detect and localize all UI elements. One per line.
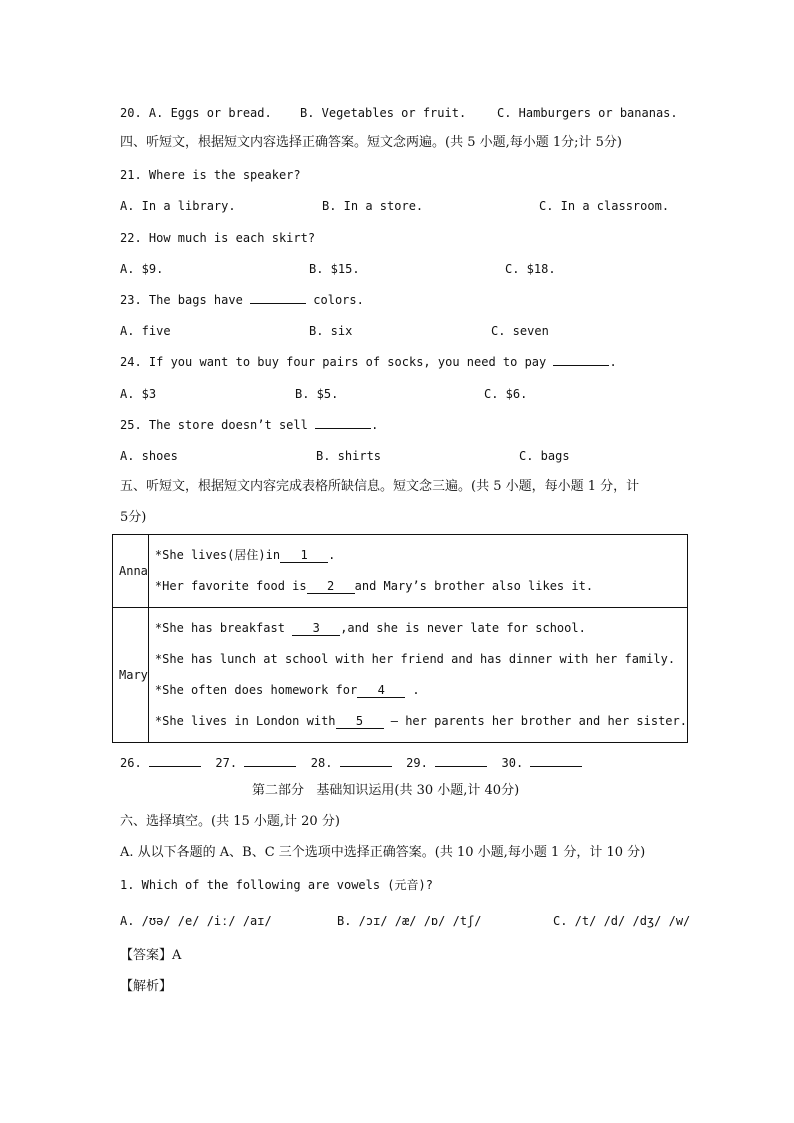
q20-option-c: C. Hamburgers or bananas. <box>497 106 678 120</box>
blank-4: 4 <box>357 683 405 698</box>
q20-option-a: 20. A. Eggs or bread. <box>120 106 272 120</box>
anna-line-1 <box>149 540 687 571</box>
mary-line-3-text: *She often does homework for <box>154 683 358 697</box>
q24-stem-pre: 24. If you want to buy four pairs of socks, you need to pay <box>120 355 554 369</box>
q21-option-c: C. In a classroom. <box>539 199 670 213</box>
mary-line-2: *She has lunch at school with her friend and has dinner with her family. <box>154 652 676 666</box>
q23-stem-pre: 23. The bags have <box>120 293 251 307</box>
answer-label: 【答案】A <box>120 948 182 963</box>
q20-option-b: B. Vegetables or fruit. <box>300 106 467 120</box>
content-cell-anna <box>148 535 687 608</box>
q25-option-c: C. bags <box>519 449 570 463</box>
q1-option-b: B. /ɔɪ/ /æ/ /ɒ/ /tʃ/ <box>337 914 482 928</box>
label-29: 29. <box>406 756 428 770</box>
answer-blank-30[interactable] <box>530 752 582 767</box>
q22-option-c: C. $18. <box>505 262 556 276</box>
answer-blank-26[interactable] <box>149 752 201 767</box>
q25-stem <box>120 417 378 433</box>
table-row-mary <box>113 608 688 743</box>
mary-line-4-end: — her parents her brother and her sister. <box>383 714 687 728</box>
q25-stem-post: . <box>371 418 379 432</box>
mary-line-1 <box>149 613 687 644</box>
q23-option-c: C. seven <box>491 324 549 338</box>
q23-blank <box>250 303 306 304</box>
answer-blank-28[interactable] <box>340 752 392 767</box>
q1-option-a: A. /ʊə/ /e/ /iː/ /aɪ/ <box>120 914 272 928</box>
section4-heading: 四、听短文，根据短文内容选择正确答案。短文念两遍。(共 5 小题,每小题 1分;计 5分) <box>120 135 622 150</box>
anna-line-1-end: . <box>328 548 336 562</box>
q24-blank <box>553 365 609 366</box>
q25-stem-pre: 25. The store doesn’t sell <box>120 418 316 432</box>
section5-heading-line2: 5分) <box>120 510 147 525</box>
name-cell-mary: Mary <box>113 608 149 743</box>
answer-blank-27[interactable] <box>244 752 296 767</box>
q23-stem-post: colors. <box>306 293 364 307</box>
label-26: 26. <box>120 756 142 770</box>
label-28: 28. <box>310 756 333 770</box>
q24-option-c: C. $6. <box>484 387 528 401</box>
q25-option-b: B. shirts <box>316 449 382 463</box>
mary-line-4-text: *She lives in London with <box>154 714 336 728</box>
part2-heading: 第二部分 基础知识运用(共 30 小题,计 40分) <box>252 783 520 798</box>
mary-line-1-end: ,and she is never late for school. <box>340 621 586 635</box>
label-27: 27. <box>215 756 238 770</box>
anna-line-2-text: *Her favorite food is <box>154 579 307 593</box>
mary-line-3 <box>149 675 687 706</box>
blank-1: 1 <box>280 548 328 563</box>
q21-stem: 21. Where is the speaker? <box>120 168 301 182</box>
q21-option-b: B. In a store. <box>322 199 424 213</box>
analysis-label: 【解析】 <box>120 979 173 994</box>
answer-blank-29[interactable] <box>435 752 487 767</box>
section6-sub-a: A. 从以下各题的 A、B、C 三个选项中选择正确答案。(共 10 小题,每小题 1 分，计 10 分) <box>120 845 646 860</box>
mary-line-4 <box>149 706 687 737</box>
q24-option-b: B. $5. <box>295 387 339 401</box>
q22-option-b: B. $15. <box>309 262 360 276</box>
q25-blank <box>315 428 371 429</box>
q24-stem <box>120 354 617 370</box>
blank-2: 2 <box>307 579 355 594</box>
label-30: 30. <box>501 756 524 770</box>
info-table <box>112 534 688 743</box>
q1-stem: 1. Which of the following are vowels (元音)? <box>120 878 433 892</box>
anna-line-2-end: and Mary’s brother also likes it. <box>354 579 594 593</box>
q21-option-a: A. In a library. <box>120 199 236 213</box>
q24-stem-post: . <box>609 355 617 369</box>
blank-3: 3 <box>292 621 340 636</box>
q23-stem <box>120 292 364 308</box>
mary-line-3-end: . <box>405 683 420 697</box>
anna-line-2 <box>149 571 687 602</box>
blank-5: 5 <box>336 714 384 729</box>
q22-stem: 22. How much is each skirt? <box>120 231 316 245</box>
content-cell-mary <box>148 608 687 743</box>
section6-heading: 六、选择填空。(共 15 小题,计 20 分) <box>120 814 340 829</box>
q25-option-a: A. shoes <box>120 449 178 463</box>
q22-option-a: A. $9. <box>120 262 164 276</box>
section5-heading-line1: 五、听短文，根据短文内容完成表格所缺信息。短文念三遍。(共 5 小题，每小题 1 分，计 <box>120 479 640 494</box>
answer-blanks-26-30 <box>120 752 582 771</box>
q1-option-c: C. /t/ /d/ /dʒ/ /w/ <box>553 914 691 928</box>
mary-line-1-text: *She has breakfast <box>154 621 293 635</box>
anna-line-1-text: *She lives(居住)in <box>154 548 281 562</box>
name-cell-anna: Anna <box>113 535 149 608</box>
q23-option-b: B. six <box>309 324 353 338</box>
q24-option-a: A. $3 <box>120 387 157 401</box>
table-row-anna <box>113 535 688 608</box>
q23-option-a: A. five <box>120 324 171 338</box>
